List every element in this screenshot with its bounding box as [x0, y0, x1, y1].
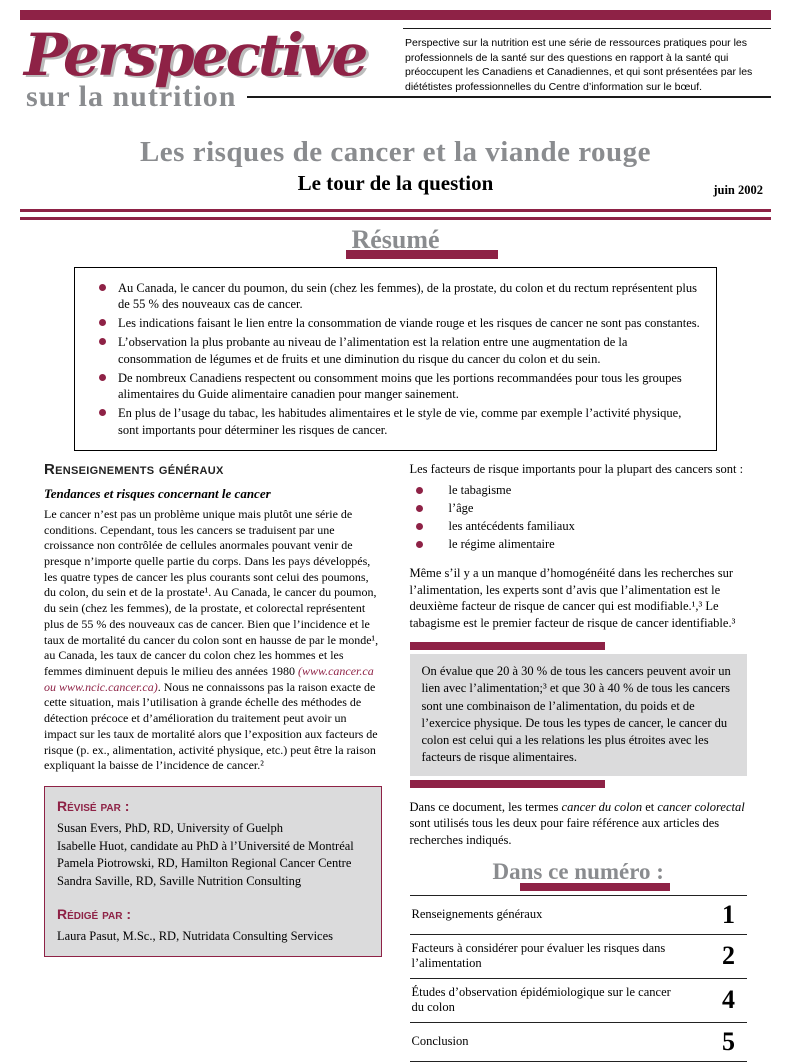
- risk-factor-text: le tabagisme: [448, 483, 512, 498]
- toc-entry-label: Études d’observation épidémiologique sur le cancer du colon: [411, 984, 671, 1015]
- summary-item: [83, 370, 702, 403]
- risk-factor-item: [410, 537, 748, 552]
- risk-factor-item: [410, 483, 748, 498]
- right-column: [410, 461, 748, 1062]
- bullet-icon: [416, 487, 423, 494]
- risk-factor-item: [410, 519, 748, 534]
- toc-entry-page: 5: [722, 1027, 735, 1057]
- summary-item-text: Les indications faisant le lien entre la consommation de viande rouge et les risques de cancer ne sont pas constantes.: [118, 316, 700, 331]
- summary-item-text: L’observation la plus probante au niveau de l’alimentation est la relation entre une augmentation de la consommation de légumes et de fruits et une diminution du risque du cancer du colon et du sein.: [118, 335, 628, 366]
- toc-row: [410, 934, 748, 978]
- summary-item: [83, 280, 702, 313]
- terminology-paragraph: [410, 799, 748, 849]
- toc-entry-page: 1: [722, 899, 735, 929]
- bullet-icon: [416, 505, 423, 512]
- risk-factor-item: [410, 501, 748, 516]
- subsection-heading-tendances: Tendances et risques concernant le cancer: [44, 485, 271, 501]
- summary-item: [83, 405, 702, 438]
- credits-box: [44, 786, 382, 957]
- logo-subtitle: sur la nutrition: [26, 80, 237, 113]
- body-text-part2: . Nous ne connaissons pas la raison exacte de cette situation, mais l’utilisation à grande échelle des méthodes de détection précoce et d’amélioration du traitement peut avoir un impact sur les taux de mortalité alors que l’exposition aux facteurs de risque (p. ex., alimentation, activité physique, etc.) peut être la raison expliquant la baisse de l’incidence de cancer.²: [44, 679, 378, 773]
- terminology-before: Dans ce document, les termes: [409, 799, 562, 814]
- risk-factor-text: le régime alimentaire: [448, 537, 555, 552]
- risk-factors-intro: Les facteurs de risque importants pour la plupart des cancers sont :: [409, 461, 744, 476]
- callout-text: On évalue que 20 à 30 % de tous les cancers peuvent avoir un lien avec l’alimentation;³ et que 30 à 40 % de tous les cancers sont une combinaison de l’alimentation, du poids et de l’exercice physique. De tous les types de cancer, le cancer du colon est celui qui a les relations les plus étroites avec les facteurs de risque alimentaires.: [410, 654, 748, 776]
- toc-entry-page: 4: [722, 985, 735, 1015]
- reviewer-name: Pamela Piotrowski, RD, Hamilton Regional Cancer Centre: [57, 856, 352, 871]
- issue-date: juin 2002: [713, 183, 763, 197]
- reviewer-name: Susan Evers, PhD, RD, University of Guelph: [57, 820, 284, 835]
- summary-item: [83, 334, 702, 367]
- toc-heading: Dans ce numéro :: [492, 859, 664, 885]
- toc-entry-label: Renseignements généraux: [411, 906, 543, 921]
- section-heading-general: Renseignements généraux: [44, 460, 224, 478]
- summary-item-text: En plus de l’usage du tabac, les habitudes alimentaires et le style de vie, comme par exemple l’activité physique, sont importants pour déterminer les risques de cancer.: [118, 406, 682, 437]
- revised-by-label: Révisé par :: [57, 798, 130, 815]
- general-body-paragraph: [44, 507, 382, 774]
- body-text-part1: Le cancer n’est pas un problème unique mais plutôt une série de conditions. Cependant, tous les cancers se traduisent par une croissance non contrôlée de cellules anormales pouvant venir de presque n’importe quelle partie du corps. Dans les pays développés, les quatre types de cancer les plus courants sont celui des poumons, du colon, du sein et de la prostate¹. Au Canada, le cancer du poumon, du sein (chez les femmes), de la prostate, et colorectal représentent plus de 55 % des nouveaux cas de cancer. Bien que l’incidence et le taux de mortalité du cancer du colon sont en hausse de par le monde¹, au Canada, les taux de cancer du colon chez les hommes et les femmes diminuent depuis le milieu des années 1980: [44, 506, 379, 679]
- summary-item-text: Au Canada, le cancer du poumon, du sein (chez les femmes), de la prostate, du colon et du rectum représentent plus de 55 % des nouveaux cas de cancer.: [118, 280, 697, 311]
- summary-box: [74, 267, 717, 451]
- table-of-contents: [410, 895, 748, 1062]
- toc-row: [410, 978, 748, 1022]
- resume-heading: Résumé: [351, 225, 440, 254]
- masthead: [20, 21, 771, 128]
- reviewer-name: Sandra Saville, RD, Saville Nutrition Consulting: [57, 874, 302, 889]
- subtitle-row: [20, 171, 771, 201]
- toc-row: [410, 1022, 748, 1062]
- bullet-icon: [416, 541, 423, 548]
- bullet-icon: [99, 409, 106, 416]
- toc-entry-page: 2: [722, 941, 735, 971]
- callout-top-bar: [410, 642, 606, 650]
- page-subtitle: Le tour de la question: [297, 171, 494, 195]
- toc-entry-label: Facteurs à considérer pour évaluer les risques dans l’alimentation: [411, 940, 666, 971]
- summary-item-text: De nombreux Canadiens respectent ou consomment moins que les portions recommandées pour tous les groupes alimentaires du Guide alimentaire canadien pour manger sainement.: [118, 370, 682, 402]
- toc-row: [410, 895, 748, 934]
- diet-research-paragraph: Même s’il y a un manque d’homogénéité dans les recherches sur l’alimentation, les experts sont d’avis que l’alimentation est le deuxième facteur de risque de cancer qui est modifiable.¹,³ Le tabagisme est le premier facteur de risque de cancer identifiable.³: [409, 566, 736, 630]
- terminology-mid: et: [642, 799, 658, 814]
- double-rule: [20, 209, 771, 220]
- author-name: Laura Pasut, M.Sc., RD, Nutridata Consulting Services: [57, 928, 334, 943]
- bullet-icon: [416, 523, 423, 530]
- left-column: [44, 461, 382, 1062]
- masthead-description: Perspective sur la nutrition est une série de ressources pratiques pour les professionnels de la santé sur des questions en rapport à la santé qui préoccupent les Canadiens et Canadiennes, et qui sont présentées par les diététistes professionnelles du Centre d’information sur le bœuf.: [403, 28, 771, 103]
- statistics-callout: [410, 642, 748, 788]
- page-title: Les risques de cancer et la viande rouge: [139, 136, 652, 168]
- term-cancer-colorectal: cancer colorectal: [657, 799, 745, 814]
- risk-factor-text: les antécédents familiaux: [448, 519, 575, 534]
- cancer-websites-link[interactable]: (www.cancer.ca ou www.ncic.cancer.ca): [44, 664, 374, 694]
- terminology-after: sont utilisés tous les deux pour faire référence aux articles des recherches indiqués.: [409, 816, 720, 847]
- main-columns: [44, 461, 747, 1062]
- term-cancer-colon: cancer du colon: [561, 799, 643, 814]
- summary-item: [83, 315, 702, 331]
- risk-factor-text: l’âge: [448, 501, 474, 516]
- top-accent-bar: [20, 10, 771, 20]
- reviewer-name: Isabelle Huot, candidate au PhD à l’Université de Montréal: [57, 838, 354, 853]
- bullet-icon: [99, 338, 106, 345]
- bullet-icon: [99, 374, 106, 381]
- logo-script: Perspective: [24, 21, 366, 89]
- bullet-icon: [99, 319, 106, 326]
- toc-entry-label: Conclusion: [411, 1034, 469, 1049]
- risk-factors-list: [410, 483, 748, 552]
- written-by-label: Rédigé par :: [57, 905, 132, 922]
- summary-list: [83, 280, 702, 438]
- bullet-icon: [99, 284, 106, 291]
- callout-bottom-bar: [410, 780, 606, 788]
